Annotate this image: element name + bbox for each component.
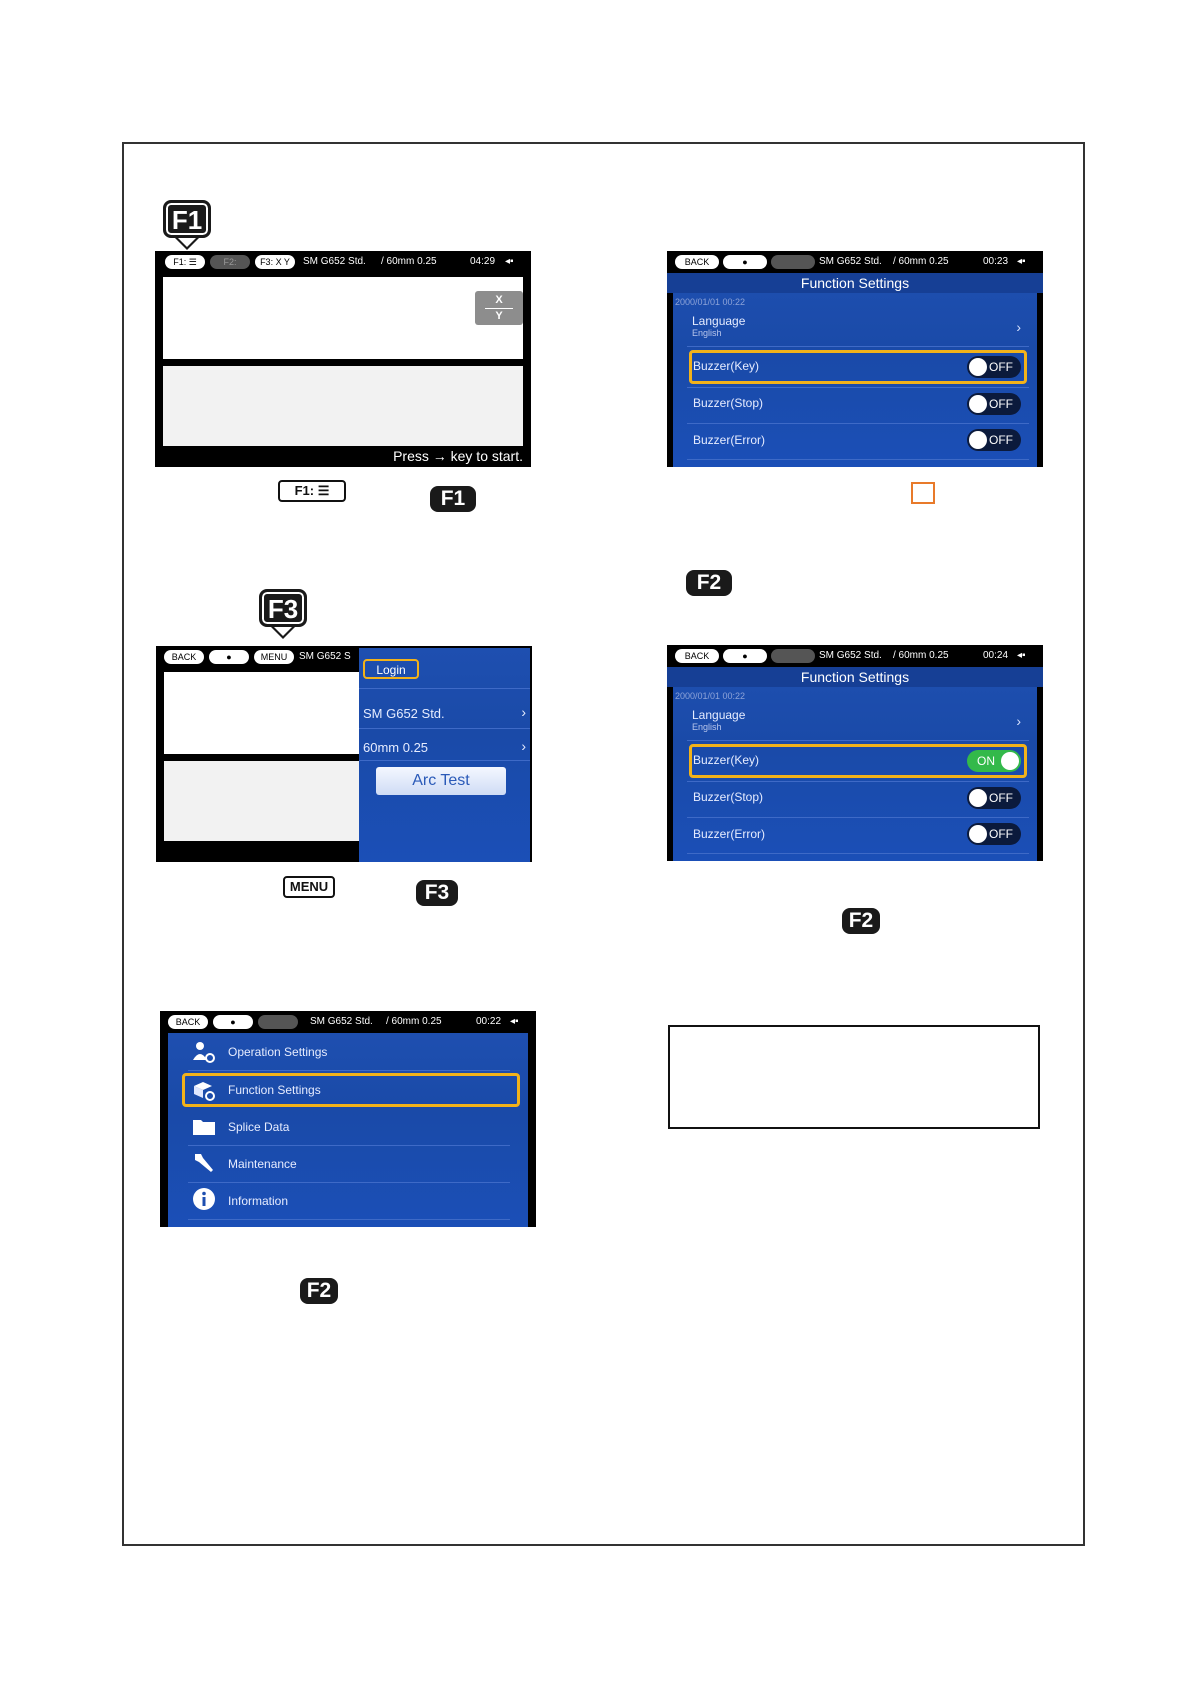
f3-softkey[interactable]: F3: X Y <box>255 255 295 269</box>
language-value: English <box>692 722 722 732</box>
divider <box>687 817 1029 818</box>
f1-menu-badge: F1: ☰ <box>278 480 346 502</box>
back-softkey[interactable]: BACK <box>168 1015 208 1029</box>
menu-item-function-settings[interactable]: Function Settings <box>228 1083 321 1097</box>
fiber-type: SM G652 Std. <box>819 650 882 661</box>
clock: 00:24 <box>983 650 1009 661</box>
battery-icon: ◂▪ <box>510 1016 519 1027</box>
fiber-length: / 60mm 0.25 <box>893 256 949 267</box>
status-bar <box>667 251 1043 273</box>
clock: 04:29 <box>470 256 496 267</box>
fiber-length: / 60mm 0.25 <box>381 256 437 267</box>
f2-softkey[interactable]: F2: <box>210 255 250 269</box>
fiber-type: SM G652 Std. <box>303 256 366 267</box>
buzzer-key-toggle[interactable]: OFF <box>967 356 1021 378</box>
buzzer-stop-label: Buzzer(Stop) <box>693 396 764 410</box>
menu-length-item[interactable]: 60mm 0.25 <box>363 740 429 755</box>
divider <box>188 1219 510 1220</box>
back-softkey[interactable]: BACK <box>675 255 719 269</box>
status-bar <box>667 645 1043 667</box>
f2-badge: F2 <box>842 908 880 934</box>
chevron-right-icon: › <box>521 738 526 754</box>
fiber-type: SM G652 S <box>299 651 351 662</box>
info-icon <box>192 1187 216 1211</box>
x-label: X <box>495 294 503 306</box>
record-softkey[interactable]: ● <box>723 649 767 663</box>
fiber-view-y <box>164 761 362 841</box>
f1-key-icon: F1 <box>163 200 211 238</box>
buzzer-stop-toggle[interactable]: OFF <box>967 393 1021 415</box>
date-row: 2000/01/01 00:22 <box>675 297 746 307</box>
fiber-view-y <box>163 366 523 446</box>
battery-icon: ◂▪ <box>1017 650 1026 661</box>
clock: 00:23 <box>983 256 1009 267</box>
fiber-type: SM G652 Std. <box>819 256 882 267</box>
divider <box>359 688 530 689</box>
buzzer-key-label: Buzzer(Key) <box>693 753 760 767</box>
buzzer-key-label: Buzzer(Key) <box>693 359 760 373</box>
record-softkey[interactable]: ● <box>723 255 767 269</box>
divider <box>188 1182 510 1183</box>
login-button[interactable]: Login <box>363 659 419 679</box>
divider <box>359 728 530 729</box>
fiber-type: SM G652 Std. <box>310 1016 373 1027</box>
page-title: Function Settings <box>667 273 1043 293</box>
chevron-right-icon: › <box>521 704 526 720</box>
divider <box>687 459 1029 460</box>
menu-item-operation-settings[interactable]: Operation Settings <box>228 1045 328 1059</box>
screen-function-settings-off <box>667 251 1043 467</box>
screen-main <box>155 251 531 467</box>
down-arrow-icon <box>271 627 295 639</box>
fiber-view-x <box>164 672 362 754</box>
fiber-length: / 60mm 0.25 <box>893 650 949 661</box>
y-label: Y <box>495 310 503 322</box>
fiber-view-x <box>163 277 523 359</box>
f3-softkey[interactable] <box>771 255 815 269</box>
battery-icon: ◂▪ <box>1017 256 1026 267</box>
language-label: Language <box>692 314 746 328</box>
menu-fiber-item[interactable]: SM G652 Std. <box>363 706 445 721</box>
divider <box>188 1070 510 1071</box>
divider <box>687 781 1029 782</box>
buzzer-stop-label: Buzzer(Stop) <box>693 790 764 804</box>
chevron-right-icon: › <box>1016 319 1021 335</box>
divider <box>687 387 1029 388</box>
menu-badge: MENU <box>283 876 335 898</box>
dropdown-menu <box>359 648 530 862</box>
fiber-length: / 60mm 0.25 <box>386 1016 442 1027</box>
language-label: Language <box>692 708 746 722</box>
battery-icon: ◂▪ <box>505 256 514 267</box>
back-softkey[interactable]: BACK <box>675 649 719 663</box>
screen-main-menu <box>160 1011 536 1227</box>
down-arrow-icon <box>175 238 199 250</box>
chevron-right-icon: › <box>1016 713 1021 729</box>
divider <box>188 1145 510 1146</box>
record-softkey[interactable]: ● <box>209 650 249 664</box>
f2-badge: F2 <box>686 570 732 596</box>
wrench-icon <box>192 1151 216 1175</box>
date-row: 2000/01/01 00:22 <box>675 691 746 701</box>
f3-key-icon: F3 <box>259 589 307 627</box>
f1-badge: F1 <box>430 486 476 512</box>
screen-function-settings-on <box>667 645 1043 861</box>
menu-item-maintenance[interactable]: Maintenance <box>228 1157 297 1171</box>
screen-menu <box>156 646 532 862</box>
divider <box>687 853 1029 854</box>
clock: 00:22 <box>476 1016 502 1027</box>
language-row[interactable] <box>692 708 1029 732</box>
divider <box>687 346 1029 347</box>
f3-badge: F3 <box>416 880 458 906</box>
arc-test-button[interactable]: Arc Test <box>376 767 506 795</box>
folder-icon <box>192 1114 216 1138</box>
buzzer-error-label: Buzzer(Error) <box>693 827 766 841</box>
divider <box>687 423 1029 424</box>
note-box <box>668 1025 1040 1129</box>
marker-square <box>911 482 935 504</box>
status-bar <box>160 1011 536 1033</box>
back-softkey[interactable]: BACK <box>164 650 204 664</box>
f3-softkey[interactable] <box>258 1015 298 1029</box>
language-value: English <box>692 328 722 338</box>
buzzer-key-toggle[interactable]: ON <box>967 750 1021 772</box>
menu-item-information[interactable]: Information <box>228 1194 289 1208</box>
buzzer-error-toggle[interactable]: OFF <box>967 429 1021 451</box>
menu-softkey[interactable]: MENU <box>254 650 294 664</box>
menu-item-splice-data[interactable]: Splice Data <box>228 1120 290 1134</box>
box-gear-icon <box>192 1078 216 1102</box>
menu-panel <box>168 1033 528 1227</box>
record-softkey[interactable]: ● <box>213 1015 253 1029</box>
start-prompt: Press → key to start. <box>393 448 523 464</box>
status-bar <box>155 251 531 273</box>
f1-softkey[interactable]: F1: ☰ <box>165 255 205 269</box>
buzzer-error-toggle[interactable]: OFF <box>967 823 1021 845</box>
f2-badge: F2 <box>300 1278 338 1304</box>
user-gear-icon <box>192 1040 216 1064</box>
xy-toggle[interactable] <box>475 291 523 325</box>
buzzer-error-label: Buzzer(Error) <box>693 433 766 447</box>
divider <box>687 740 1029 741</box>
f3-softkey[interactable] <box>771 649 815 663</box>
divider <box>359 760 530 761</box>
buzzer-stop-toggle[interactable]: OFF <box>967 787 1021 809</box>
language-row[interactable] <box>692 314 1029 338</box>
page-title: Function Settings <box>667 667 1043 687</box>
